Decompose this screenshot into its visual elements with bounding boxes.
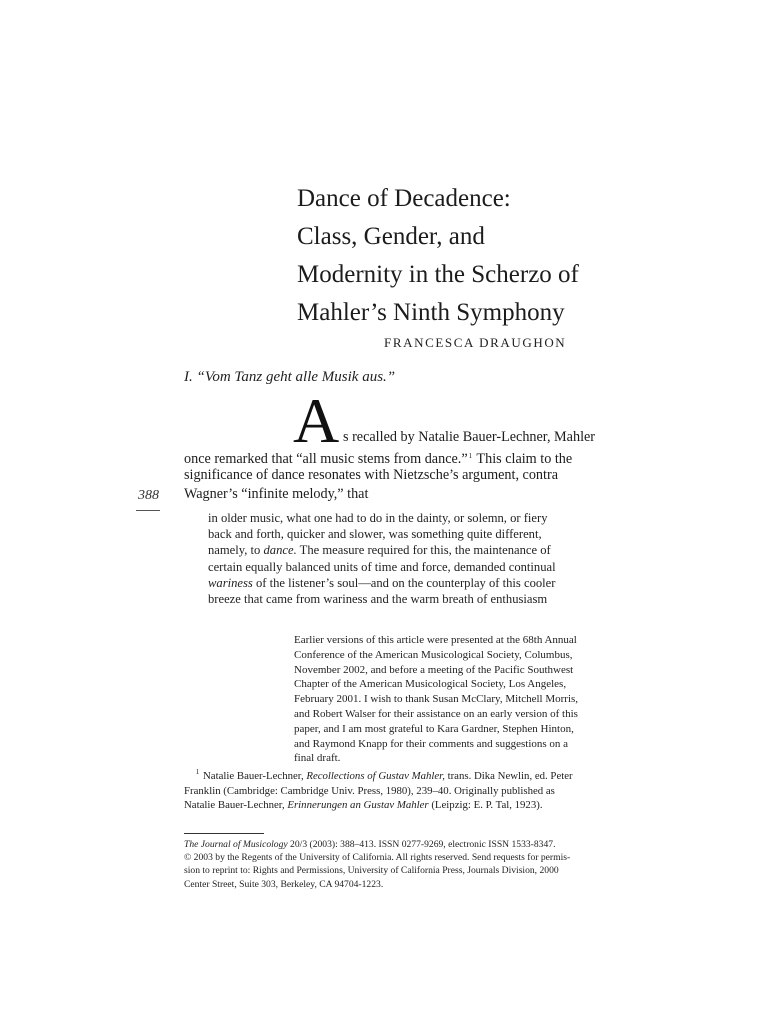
- note-line: November 2002, and before a meeting of the Pacific Southwest: [294, 663, 574, 676]
- note-line: and Raymond Knapp for their comments and suggestions on a: [294, 737, 569, 750]
- quote-line: [208, 542, 578, 558]
- body-line: Wagner’s “infinite melody,” that: [184, 486, 369, 502]
- note-line: Chapter of the American Musicological Society, Los Angeles,: [294, 678, 567, 691]
- drop-cap: A: [293, 385, 340, 456]
- note-line: paper, and I am most grateful to Kara Gardner, Stephen Hinton,: [294, 722, 574, 735]
- footnote-title: Erinnerungen an Gustav Mahler: [287, 799, 429, 812]
- footnote: [184, 765, 604, 813]
- footnote-marker: 1: [195, 768, 200, 776]
- quote-emphasis: wariness: [208, 575, 253, 590]
- title-line: Mahler’s Ninth Symphony: [297, 299, 565, 326]
- section-heading: I. “Vom Tanz geht alle Musik aus.”: [184, 369, 396, 385]
- journal-title: The Journal of Musicology: [184, 839, 288, 850]
- page-number-rule: [136, 510, 160, 511]
- quote-line: certain equally balanced units of time and force, demanded continual: [208, 559, 556, 574]
- journal-line: Center Street, Suite 303, Berkeley, CA 94704-1223.: [184, 878, 384, 890]
- body-text: This claim to the: [473, 451, 573, 467]
- footnote-text: (Leipzig: E. P. Tal, 1923).: [428, 799, 543, 812]
- body-line: significance of dance resonates with Nietzsche’s argument, contra: [184, 467, 558, 483]
- body-line: s recalled by Natalie Bauer-Lechner, Mahler: [343, 429, 596, 445]
- title-line: Modernity in the Scherzo of: [297, 261, 579, 288]
- acknowledgment-note: [294, 633, 604, 766]
- quote-text: of the listener’s soul—and on the counterplay of this cooler: [252, 575, 556, 590]
- footnote-text: trans. Dika Newlin, ed. Peter: [444, 770, 573, 782]
- footnote-text: Natalie Bauer-Lechner,: [200, 770, 307, 782]
- article-title: [297, 180, 637, 332]
- footnote-title: Recollections of Gustav Mahler,: [306, 770, 445, 782]
- quote-text: The measure required for this, the maintenance of: [296, 543, 551, 558]
- quote-line: breeze that came from wariness and the warm breath of enthusiasm: [208, 592, 548, 607]
- note-line: final draft.: [294, 752, 341, 765]
- footnote-line: [184, 765, 604, 784]
- quote-line: in older music, what one had to do in the dainty, or solemn, or fiery: [208, 511, 548, 525]
- footnote-line: Franklin (Cambridge: Cambridge Univ. Press, 1980), 239–40. Originally published as: [184, 784, 555, 797]
- title-line: Dance of Decadence:: [297, 185, 511, 212]
- note-line: Earlier versions of this article were presented at the 68th Annual: [294, 634, 577, 646]
- block-quote: [208, 510, 578, 607]
- journal-line: © 2003 by the Regents of the University of California. All rights reserved. Send requests for permis-: [184, 852, 571, 864]
- journal-text: 20/3 (2003): 388–413. ISSN 0277-9269, electronic ISSN 1533-8347.: [287, 839, 556, 850]
- journal-info: [184, 838, 604, 891]
- quote-emphasis: dance.: [263, 543, 297, 558]
- quote-line: [208, 575, 578, 591]
- footer-rule: [184, 833, 264, 834]
- author-name: FRANCESCA DRAUGHON: [384, 335, 567, 350]
- page-number: 388: [138, 488, 159, 503]
- journal-line: [184, 838, 604, 851]
- journal-line: sion to reprint to: Rights and Permissions, University of California Press, Journals Division, 2000: [184, 865, 559, 877]
- note-line: and Robert Walser for their assistance on an early version of this: [294, 707, 578, 720]
- body-text: once remarked that “all music stems from dance.”: [184, 451, 468, 467]
- quote-text: namely, to: [208, 543, 264, 558]
- footnote-ref: 1: [468, 452, 473, 460]
- note-line: Conference of the American Musicological Society, Columbus,: [294, 648, 573, 661]
- footnote-text: Natalie Bauer-Lechner,: [184, 799, 288, 812]
- quote-line: back and forth, quicker and slower, was something quite different,: [208, 527, 542, 542]
- title-line: Class, Gender, and: [297, 223, 485, 250]
- note-line: February 2001. I wish to thank Susan McClary, Mitchell Morris,: [294, 693, 579, 706]
- footnote-line: [184, 798, 604, 813]
